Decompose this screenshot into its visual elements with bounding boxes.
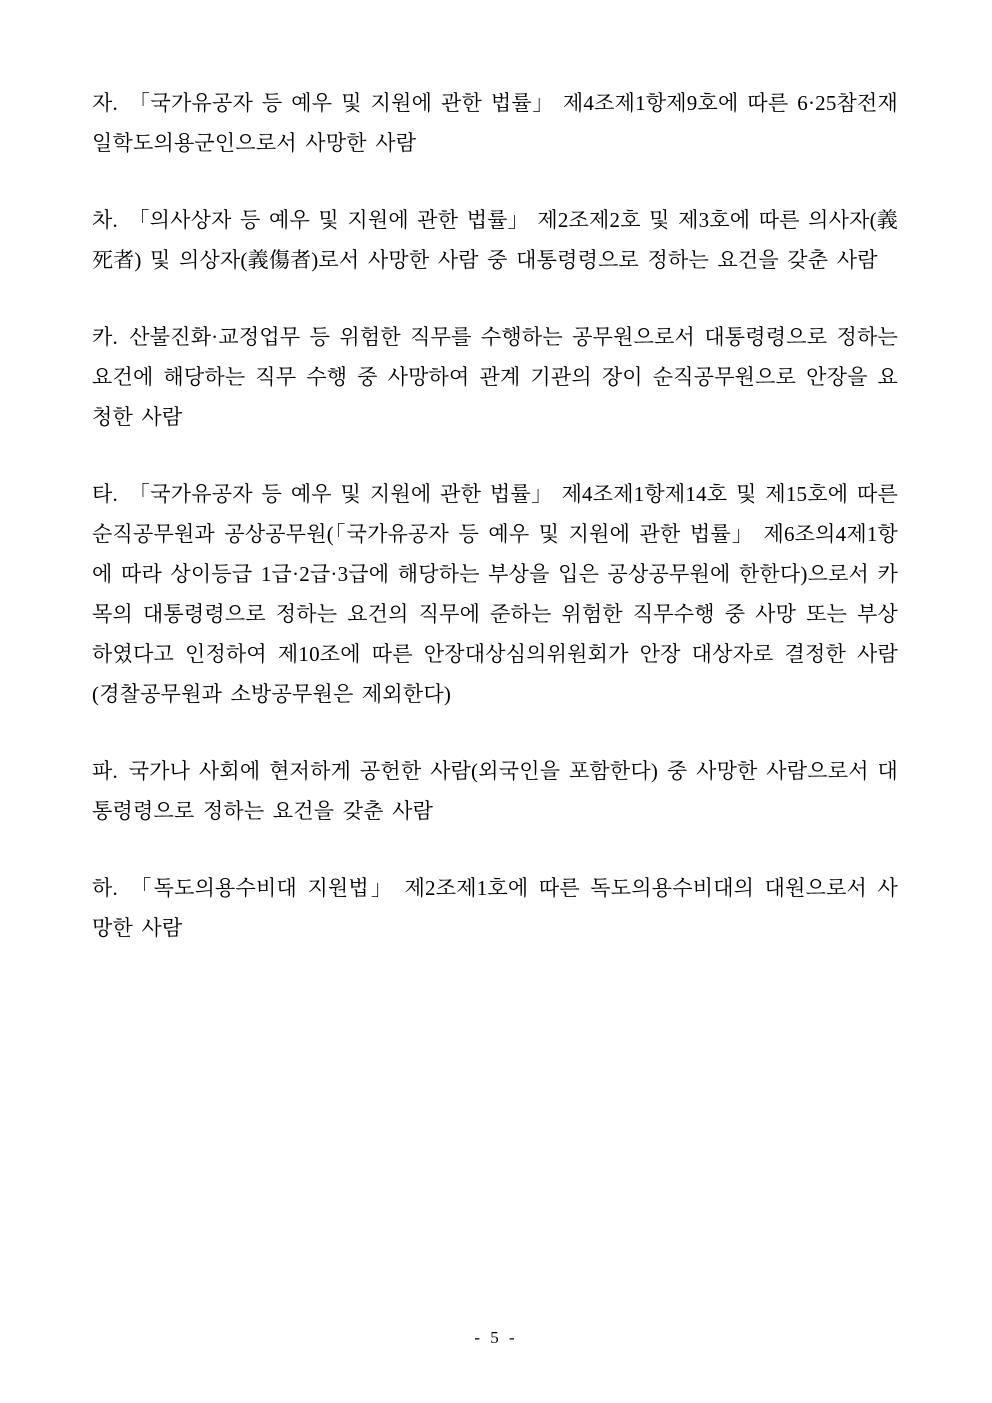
list-item-ha [92, 868, 898, 948]
list-item-cha [92, 200, 898, 280]
list-item-pa [92, 751, 898, 831]
item-label-ja: 자. [92, 91, 118, 115]
item-text-pa: 국가나 사회에 현저하게 공헌한 사람(외국인을 포함한다) 중 사망한 사람으로서 대통령령으로 정하는 요건을 갖춘 사람 [92, 759, 898, 823]
list-item-ka [92, 317, 898, 437]
item-label-ha: 하. [92, 876, 118, 900]
list-item-ta [92, 474, 898, 714]
item-text-ka: 산불진화·교정업무 등 위험한 직무를 수행하는 공무원으로서 대통령령으로 정하는 요건에 해당하는 직무 수행 중 사망하여 관계 기관의 장이 순직공무원으로 안장을 요청한 사람 [92, 325, 898, 429]
item-text-ta: 「국가유공자 등 예우 및 지원에 관한 법률」 제4조제1항제14호 및 제15호에 따른 순직공무원과 공상공무원(「국가유공자 등 예우 및 지원에 관한 법률」 제6조의4제1항에 따라 상이등급 1급·2급·3급에 해당하는 부상을 입은 공상공무원에 한한다)으로서 카목의 대통령령으로 정하는 요건의 직무에 준하는 위험한 직무수행 중 사망 또는 부상하였다고 인정하여 제10조에 따른 안장대상심의위원회가 안장 대상자로 결정한 사람(경찰공무원과 소방공무원은 제외한다) [92, 482, 898, 706]
item-label-pa: 파. [92, 759, 118, 783]
document-body [92, 83, 898, 948]
item-text-ja: 「국가유공자 등 예우 및 지원에 관한 법률」 제4조제1항제9호에 따른 6·25참전재일학도의용군인으로서 사망한 사람 [92, 91, 899, 155]
item-label-ka: 카. [92, 325, 118, 349]
item-text-ha: 「독도의용수비대 지원법」 제2조제1호에 따른 독도의용수비대의 대원으로서 사망한 사람 [92, 876, 898, 940]
item-label-ta: 타. [92, 482, 118, 506]
list-item-ja [92, 83, 898, 163]
item-text-cha: 「의사상자 등 예우 및 지원에 관한 법률」 제2조제2호 및 제3호에 따른 의사자(義死者) 및 의상자(義傷者)로서 사망한 사람 중 대통령령으로 정하는 요건을 갖춘 사람 [92, 208, 899, 272]
page-number: - 5 - [474, 1328, 518, 1347]
item-label-cha: 차. [92, 208, 118, 232]
